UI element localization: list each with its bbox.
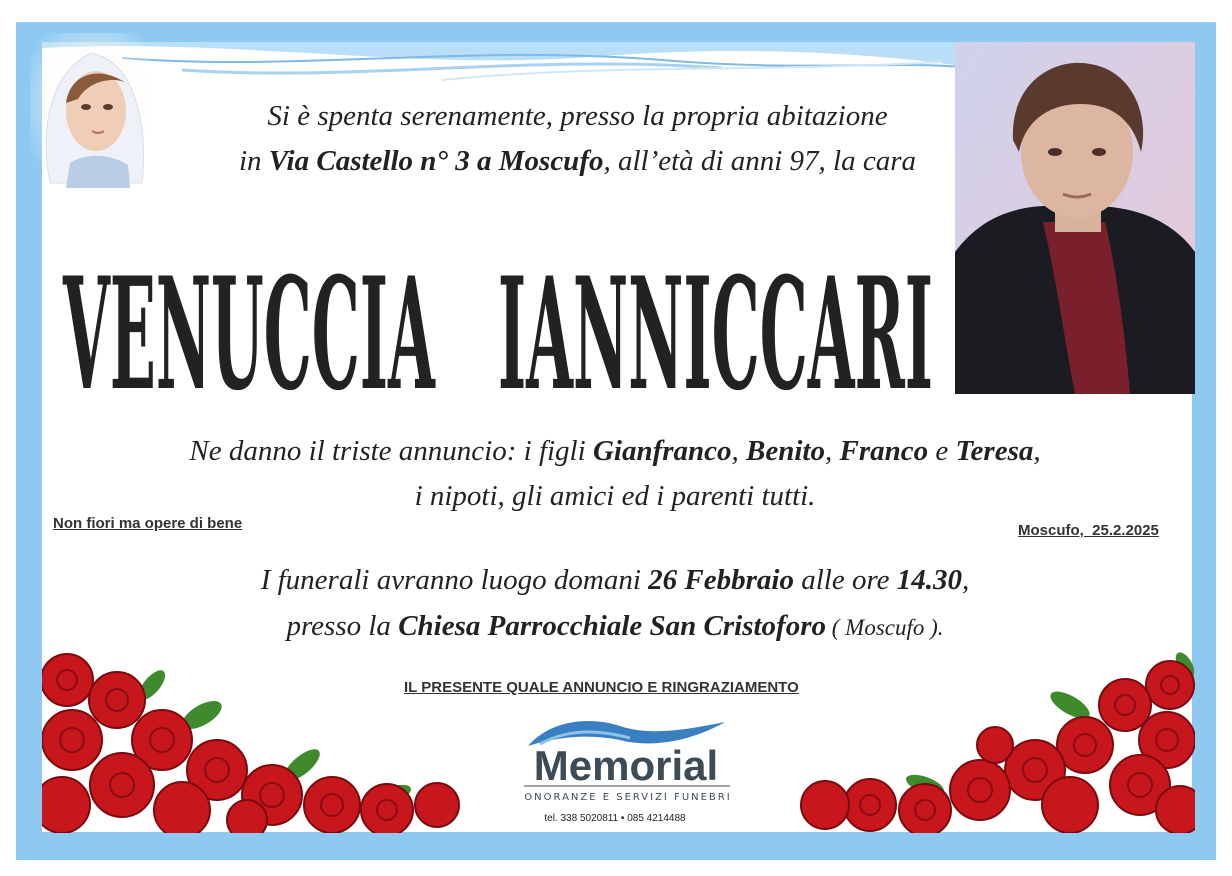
child-name: Teresa — [955, 435, 1034, 467]
announcement-line-2 — [60, 480, 1170, 513]
logo-name: Memorial — [533, 742, 719, 789]
separator: , — [824, 435, 840, 467]
place-date: Moscufo, 25.2.2025 — [1018, 522, 1159, 539]
funeral-line-1 — [60, 564, 1170, 597]
logo-tagline: ONORANZE E SERVIZI FUNEBRI — [524, 792, 732, 803]
separator: , — [962, 564, 970, 596]
intro-text-1: Si è spenta serenamente, presso la propria abitazione — [267, 100, 888, 132]
phone-numbers: tel. 338 5020811 • 085 4214488 — [544, 813, 686, 824]
announcement-line-1 — [60, 435, 1170, 468]
church-prefix: presso la — [286, 610, 399, 642]
intro-prefix: in — [238, 145, 269, 177]
madonna-image — [30, 33, 155, 188]
funeral-date: 26 Febbraio — [648, 564, 794, 596]
no-flowers-note: Non fiori ma opere di bene — [53, 515, 243, 532]
separator: e — [928, 435, 956, 467]
roses-decoration — [42, 645, 472, 833]
child-name: Benito — [746, 435, 825, 467]
intro-line-1 — [160, 100, 995, 133]
footer-notice: IL PRESENTE QUALE ANNUNCIO E RINGRAZIAMENTO — [404, 679, 799, 696]
funeral-prefix: I funerali avranno luogo domani — [260, 564, 649, 596]
memorial-logo — [520, 708, 735, 808]
child-name: Gianfranco — [592, 435, 732, 467]
roses-decoration — [795, 645, 1195, 833]
funeral-mid: alle ore — [793, 564, 897, 596]
separator: , — [731, 435, 747, 467]
child-name: Franco — [839, 435, 929, 467]
deceased-name — [58, 236, 938, 396]
intro-line-2 — [160, 145, 995, 178]
funeral-line-2 — [60, 610, 1170, 643]
deceased-name-text: VENUCCIA IANNICCARI — [62, 244, 933, 396]
separator: , — [1033, 435, 1041, 467]
address: Via Castello n° 3 a Moscufo — [268, 145, 604, 177]
announcement-relatives: i nipoti, gli amici ed i parenti tutti. — [414, 480, 816, 512]
funeral-time: 14.30 — [896, 564, 963, 596]
announcement-prefix: Ne danno il triste annuncio: i figli — [189, 435, 593, 467]
church-name: Chiesa Parrocchiale San Cristoforo — [398, 610, 826, 642]
church-town: ( Moscufo ). — [826, 615, 944, 640]
intro-suffix: , all’età di anni 97, la cara — [603, 145, 917, 177]
portrait-photo — [955, 42, 1195, 394]
